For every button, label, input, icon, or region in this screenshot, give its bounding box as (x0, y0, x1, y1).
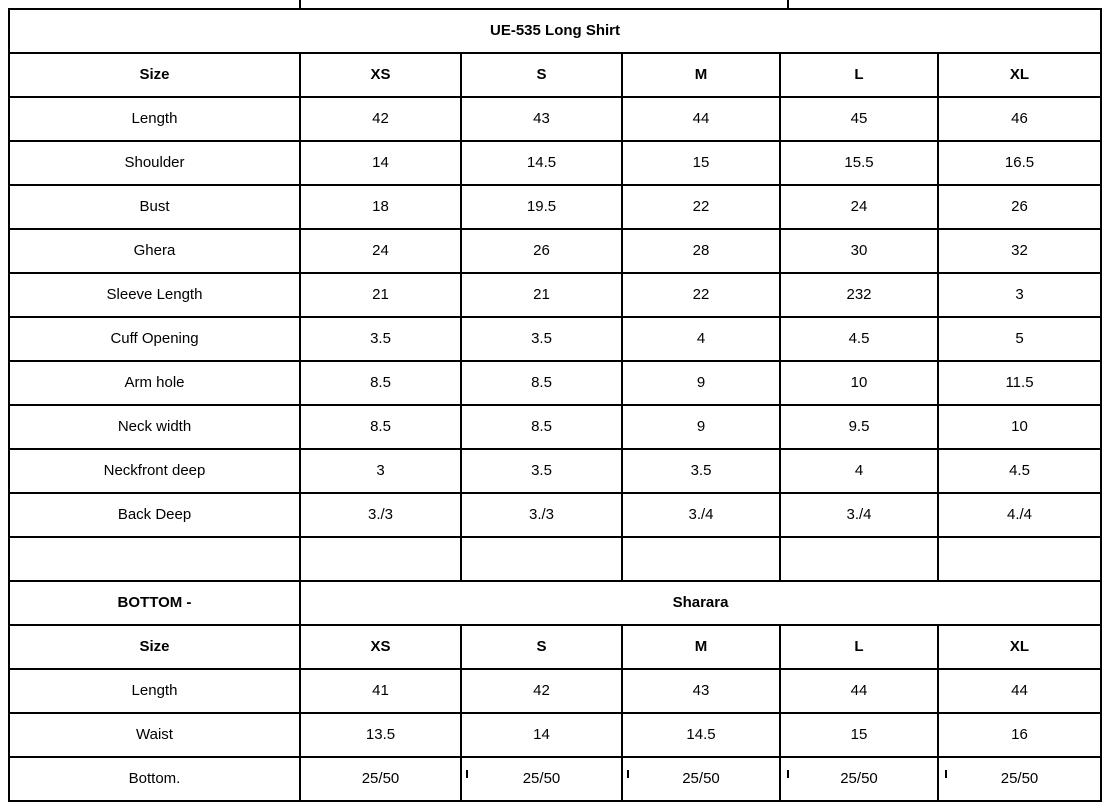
cell-value: 26 (461, 229, 622, 273)
spacer-cell (300, 537, 461, 581)
cell-value: 4 (622, 317, 780, 361)
table-row (9, 757, 1101, 801)
cell-value: 14 (300, 141, 461, 185)
spacer-cell (938, 537, 1101, 581)
column-header-s: S (461, 53, 622, 97)
cell-value: 8.5 (300, 405, 461, 449)
cell-value: 18 (300, 185, 461, 229)
cell-value: 43 (461, 97, 622, 141)
table-row (9, 273, 1101, 317)
cell-value: 14.5 (622, 713, 780, 757)
row-label: Neck width (9, 405, 300, 449)
cell-value: 9 (622, 405, 780, 449)
row-label: Cuff Opening (9, 317, 300, 361)
grid-tick-bottom-1 (299, 770, 301, 778)
column-header-size-bottom: Size (9, 625, 300, 669)
cell-value: 3./3 (300, 493, 461, 537)
table-row (9, 361, 1101, 405)
table-row (9, 317, 1101, 361)
cell-value: 3./4 (780, 493, 938, 537)
table-row (9, 185, 1101, 229)
cell-value: 30 (780, 229, 938, 273)
cell-value: 42 (300, 97, 461, 141)
cell-value: 44 (938, 669, 1101, 713)
spacer-cell (780, 537, 938, 581)
table-row (9, 669, 1101, 713)
grid-tick-top-1 (299, 0, 301, 8)
cell-value: 25/50 (780, 757, 938, 801)
cell-value: 15 (622, 141, 780, 185)
column-header-m: M (622, 53, 780, 97)
grid-tick-bottom-4 (787, 770, 789, 778)
cell-value: 8.5 (461, 361, 622, 405)
row-label: Waist (9, 713, 300, 757)
cell-value: 3.5 (461, 317, 622, 361)
cell-value: 15 (780, 713, 938, 757)
column-header-m-bottom: M (622, 625, 780, 669)
cell-value: 16.5 (938, 141, 1101, 185)
cell-value: 19.5 (461, 185, 622, 229)
cell-value: 8.5 (300, 361, 461, 405)
cell-value: 25/50 (622, 757, 780, 801)
table-row (9, 713, 1101, 757)
row-label: Bottom. (9, 757, 300, 801)
row-label: Length (9, 669, 300, 713)
cell-value: 45 (780, 97, 938, 141)
cell-value: 15.5 (780, 141, 938, 185)
cell-value: 14 (461, 713, 622, 757)
column-header-size: Size (9, 53, 300, 97)
document-title: UE-535 Long Shirt (9, 9, 1101, 53)
row-label: Bust (9, 185, 300, 229)
cell-value: 3./3 (461, 493, 622, 537)
cell-value: 24 (300, 229, 461, 273)
cell-value: 3./4 (622, 493, 780, 537)
grid-tick-bottom-2 (466, 770, 468, 778)
cell-value: 4./4 (938, 493, 1101, 537)
table-row (9, 141, 1101, 185)
column-header-l-bottom: L (780, 625, 938, 669)
row-label: Arm hole (9, 361, 300, 405)
cell-value: 3 (938, 273, 1101, 317)
cell-value: 21 (461, 273, 622, 317)
cell-value: 22 (622, 273, 780, 317)
table-row-title (9, 9, 1101, 53)
cell-value: 14.5 (461, 141, 622, 185)
cell-value: 3.5 (461, 449, 622, 493)
cell-value: 11.5 (938, 361, 1101, 405)
cell-value: 4.5 (780, 317, 938, 361)
cell-value: 42 (461, 669, 622, 713)
row-label: Back Deep (9, 493, 300, 537)
bottom-section-label: BOTTOM - (9, 581, 300, 625)
column-header-s-bottom: S (461, 625, 622, 669)
cell-value: 3.5 (300, 317, 461, 361)
cell-value: 9 (622, 361, 780, 405)
column-header-l: L (780, 53, 938, 97)
cell-value: 13.5 (300, 713, 461, 757)
cell-value: 26 (938, 185, 1101, 229)
cell-value: 4.5 (938, 449, 1101, 493)
grid-tick-top-2 (787, 0, 789, 8)
cell-value: 3.5 (622, 449, 780, 493)
cell-value: 8.5 (461, 405, 622, 449)
column-header-xl: XL (938, 53, 1101, 97)
column-header-xs-bottom: XS (300, 625, 461, 669)
cell-value: 25/50 (461, 757, 622, 801)
cell-value: 10 (938, 405, 1101, 449)
row-label: Length (9, 97, 300, 141)
cell-value: 24 (780, 185, 938, 229)
cell-value: 25/50 (300, 757, 461, 801)
row-label: Sleeve Length (9, 273, 300, 317)
table-row-bottom-section (9, 581, 1101, 625)
cell-value: 5 (938, 317, 1101, 361)
table-row (9, 493, 1101, 537)
cell-value: 46 (938, 97, 1101, 141)
column-header-xs: XS (300, 53, 461, 97)
cell-value: 44 (622, 97, 780, 141)
grid-tick-bottom-5 (945, 770, 947, 778)
cell-value: 41 (300, 669, 461, 713)
cell-value: 4 (780, 449, 938, 493)
table-row (9, 405, 1101, 449)
table-row (9, 229, 1101, 273)
row-label: Shoulder (9, 141, 300, 185)
column-header-xl-bottom: XL (938, 625, 1101, 669)
bottom-section-value: Sharara (300, 581, 1101, 625)
spacer-cell (9, 537, 300, 581)
row-label: Ghera (9, 229, 300, 273)
spacer-cell (461, 537, 622, 581)
cell-value: 32 (938, 229, 1101, 273)
size-chart-table (8, 8, 1102, 802)
cell-value: 232 (780, 273, 938, 317)
cell-value: 10 (780, 361, 938, 405)
table-row-header-top (9, 53, 1101, 97)
cell-value: 16 (938, 713, 1101, 757)
cell-value: 44 (780, 669, 938, 713)
table-row (9, 449, 1101, 493)
cell-value: 25/50 (938, 757, 1101, 801)
cell-value: 9.5 (780, 405, 938, 449)
row-label: Neckfront deep (9, 449, 300, 493)
cell-value: 28 (622, 229, 780, 273)
table-row-header-bottom (9, 625, 1101, 669)
cell-value: 22 (622, 185, 780, 229)
grid-tick-bottom-3 (627, 770, 629, 778)
spacer-cell (622, 537, 780, 581)
cell-value: 3 (300, 449, 461, 493)
table-row (9, 97, 1101, 141)
table-row-spacer (9, 537, 1101, 581)
cell-value: 21 (300, 273, 461, 317)
cell-value: 43 (622, 669, 780, 713)
